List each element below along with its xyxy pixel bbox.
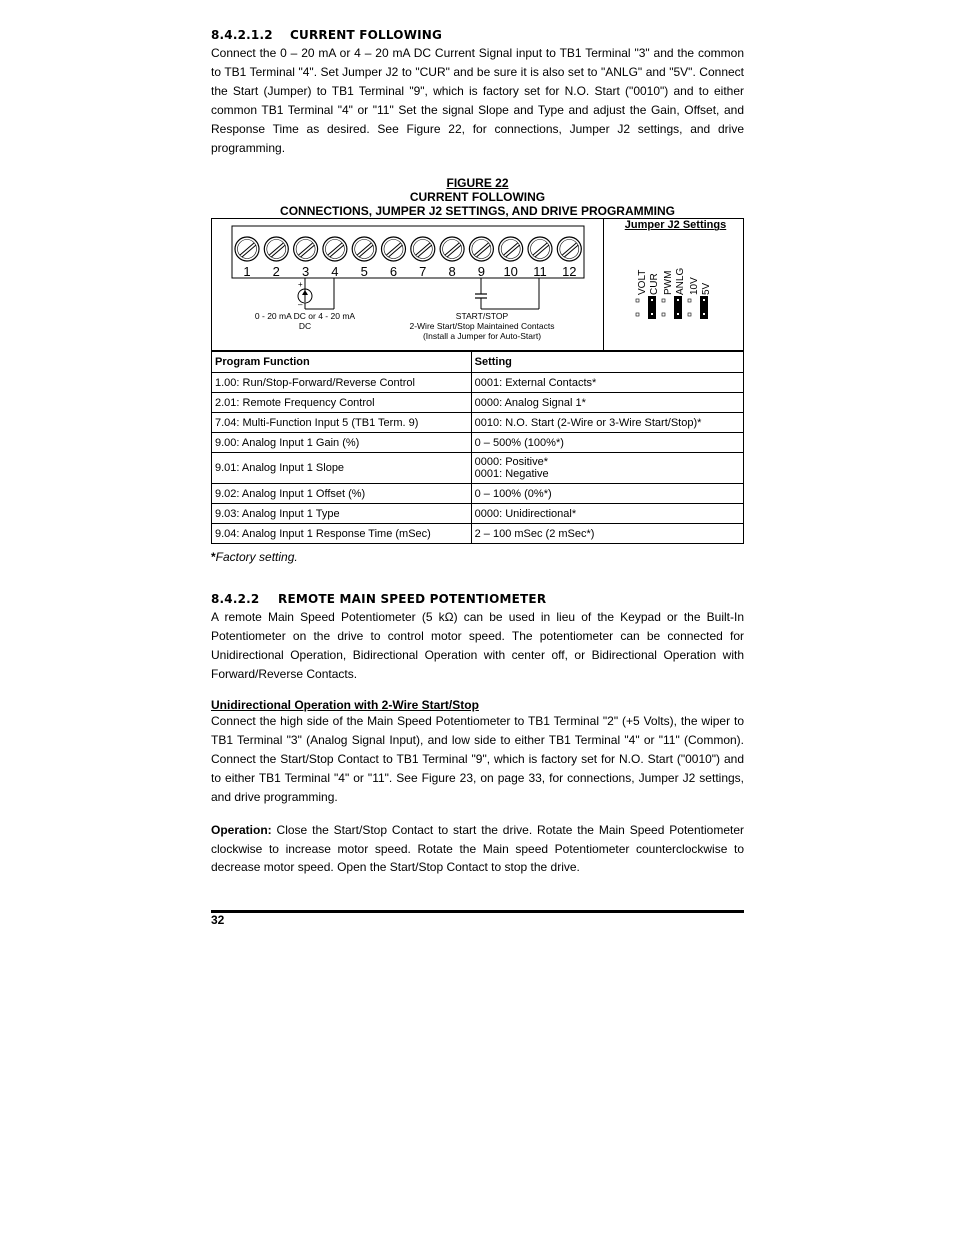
table-cell: 0000: Unidirectional* bbox=[471, 504, 743, 524]
j2-label-anlg: ANLG bbox=[675, 268, 686, 296]
terminal-number: 1 bbox=[243, 264, 251, 280]
terminal-number: 7 bbox=[419, 264, 427, 280]
table-cell: 0010: N.O. Start (2-Wire or 3-Wire Start/Stop)* bbox=[471, 413, 743, 433]
terminal-screw-icon bbox=[352, 237, 376, 261]
terminal-number: 8 bbox=[448, 264, 456, 280]
figure-caption bbox=[211, 176, 744, 218]
table-cell: 9.01: Analog Input 1 Slope bbox=[212, 453, 472, 484]
footer-rule bbox=[211, 910, 744, 913]
terminal-screw-icon bbox=[440, 237, 464, 261]
j2-label-volt: VOLT bbox=[637, 270, 648, 296]
operation-text: Close the Start/Stop Contact to start the drive. Rotate the Main Speed Potentiometer clockwise to increase motor speed. Rotate the Main speed Potentiometer counterclockwise to decrease motor speed. Open the Start/Stop Contact to stop the drive. bbox=[211, 822, 744, 875]
table-header-setting: Setting bbox=[471, 352, 743, 373]
terminal-number: 2 bbox=[272, 264, 280, 280]
table-row bbox=[212, 373, 744, 393]
figure-label: FIGURE 22 bbox=[446, 176, 509, 191]
terminal-number: 12 bbox=[562, 264, 577, 280]
jumper-j2-diagram bbox=[625, 259, 745, 359]
start-stop-label bbox=[407, 311, 557, 341]
operation-label: Operation: bbox=[211, 822, 272, 837]
note-star: * bbox=[211, 550, 216, 565]
terminal-number: 10 bbox=[503, 264, 518, 280]
terminal-screw-icon bbox=[557, 237, 581, 261]
terminal-screw-icon bbox=[469, 237, 493, 261]
page-number: 32 bbox=[211, 913, 225, 927]
start-stop-label-line3: (Install a Jumper for Auto-Start) bbox=[422, 331, 542, 342]
terminal-number: 3 bbox=[301, 264, 310, 280]
table-row bbox=[212, 484, 744, 504]
start-stop-label-line1: START/STOP bbox=[455, 311, 509, 322]
factory-setting-note bbox=[211, 550, 744, 564]
table-cell: 0000: Analog Signal 1* bbox=[471, 393, 743, 413]
table-row bbox=[212, 413, 744, 433]
terminal-number: 9 bbox=[477, 264, 486, 280]
slope-positive: 0000: Positive* bbox=[474, 456, 548, 469]
terminal-screw-icon bbox=[411, 237, 435, 261]
table-cell: 1.00: Run/Stop-Forward/Reverse Control bbox=[212, 373, 472, 393]
table-cell: 0 – 100% (0%*) bbox=[471, 484, 743, 504]
remote-pot-paragraph: A remote Main Speed Potentiometer (5 kΩ) can be used in lieu of the Keypad or the Built-In Potentiometer on the drive to control motor speed. The potentiometer can be connected for Unidirectional Operation, Bidirectional Operation with center off, or Bidirectional Operation with Forward/Reverse Contacts. bbox=[211, 610, 744, 682]
wiring-figure bbox=[211, 218, 744, 351]
table-row bbox=[212, 433, 744, 453]
table-cell: 7.04: Multi-Function Input 5 (TB1 Term. 9) bbox=[212, 413, 472, 433]
terminal-screw-icon bbox=[294, 237, 318, 261]
table-cell: 0 – 500% (100%*) bbox=[471, 433, 743, 453]
terminal-screw-icon bbox=[499, 237, 523, 261]
j2-label-pwm: PWM bbox=[663, 270, 674, 296]
terminal-screw-icon bbox=[264, 237, 288, 261]
terminal-number: 6 bbox=[389, 264, 398, 280]
section-heading-current-following bbox=[211, 28, 744, 42]
unidirectional-paragraph: Connect the high side of the Main Speed Potentiometer to TB1 Terminal "2" (+5 Volts), the wiper to TB1 Terminal "3" (Analog Signal Input), and low side to either TB1 Terminal "4" or "11" (Common). Connect the Start/Stop Contact to TB1 Terminal "9", which is factory set for N.O. Start ("0010") and to either TB1 Terminal "4" or "11". See Figure 23, on page 33, for connections, Jumper J2 settings, and drive programming. bbox=[211, 714, 744, 804]
table-header-function: Program Function bbox=[212, 352, 472, 373]
figure-title-line2: CONNECTIONS, JUMPER J2 SETTINGS, AND DRIVE PROGRAMMING bbox=[280, 204, 675, 219]
section-title: CURRENT FOLLOWING bbox=[290, 28, 443, 42]
terminal-number: 11 bbox=[533, 264, 547, 280]
minus-sign: – bbox=[298, 300, 303, 310]
table-cell: 2.01: Remote Frequency Control bbox=[212, 393, 472, 413]
plus-sign: + bbox=[298, 280, 303, 290]
figure-divider bbox=[603, 219, 604, 350]
table-cell: 9.00: Analog Input 1 Gain (%) bbox=[212, 433, 472, 453]
terminal-screw-icon bbox=[323, 237, 347, 261]
table-cell: 9.03: Analog Input 1 Type bbox=[212, 504, 472, 524]
jumper-j2-title: Jumper J2 Settings bbox=[624, 219, 727, 232]
figure-title-line1: CURRENT FOLLOWING bbox=[409, 190, 546, 205]
table-cell: 9.02: Analog Input 1 Offset (%) bbox=[212, 484, 472, 504]
table-cell-slope bbox=[471, 453, 743, 484]
terminal-screw-icon bbox=[235, 237, 259, 261]
unidirectional-heading: Unidirectional Operation with 2-Wire Start/Stop bbox=[211, 698, 479, 713]
table-cell: 2 – 100 mSec (2 mSec*) bbox=[471, 524, 743, 544]
program-table bbox=[211, 351, 744, 544]
terminal-screw-icon bbox=[382, 237, 406, 261]
j2-label-5v: 5V bbox=[701, 283, 712, 296]
j2-label-cur: CUR bbox=[649, 273, 660, 296]
table-cell: 9.04: Analog Input 1 Response Time (mSec) bbox=[212, 524, 472, 544]
section-title: REMOTE MAIN SPEED POTENTIOMETER bbox=[278, 592, 547, 607]
table-row bbox=[212, 393, 744, 413]
section-number: 8.4.2.2 bbox=[211, 592, 260, 607]
current-signal-label: 0 - 20 mA DC or 4 - 20 mA DC bbox=[254, 311, 356, 332]
section-number: 8.4.2.1.2 bbox=[211, 28, 273, 42]
table-cell: 0001: External Contacts* bbox=[471, 373, 743, 393]
slope-negative: 0001: Negative bbox=[474, 468, 549, 481]
table-row bbox=[212, 453, 744, 484]
operation-paragraph bbox=[211, 821, 744, 878]
start-stop-label-line2: 2-Wire Start/Stop Maintained Contacts bbox=[409, 321, 555, 332]
terminal-number: 5 bbox=[360, 264, 368, 280]
current-following-paragraph: Connect the 0 – 20 mA or 4 – 20 mA DC Current Signal input to TB1 Terminal "3" and the common to TB1 Terminal "4". Set Jumper J2 to "CUR" and be sure it is also set to "ANLG" and "5V". Connect the Start (Jumper) to TB1 Terminal "9", which is factory set for N.O. Start ("0010") and to either common TB1 Terminal "4" or "11" Set the signal Slope and Type and adjust the Gain, Offset, and Response Time as desired. See Figure 22, for connections, Jumper J2 settings, and drive programming. bbox=[211, 46, 744, 155]
terminal-number: 4 bbox=[331, 264, 339, 280]
j2-label-10v: 10V bbox=[689, 277, 700, 296]
note-text: Factory setting. bbox=[215, 550, 298, 565]
table-row bbox=[212, 504, 744, 524]
terminal-screw-icon bbox=[528, 237, 552, 261]
table-row bbox=[212, 524, 744, 544]
section-heading-remote-pot bbox=[211, 592, 744, 606]
page-content bbox=[211, 26, 744, 877]
